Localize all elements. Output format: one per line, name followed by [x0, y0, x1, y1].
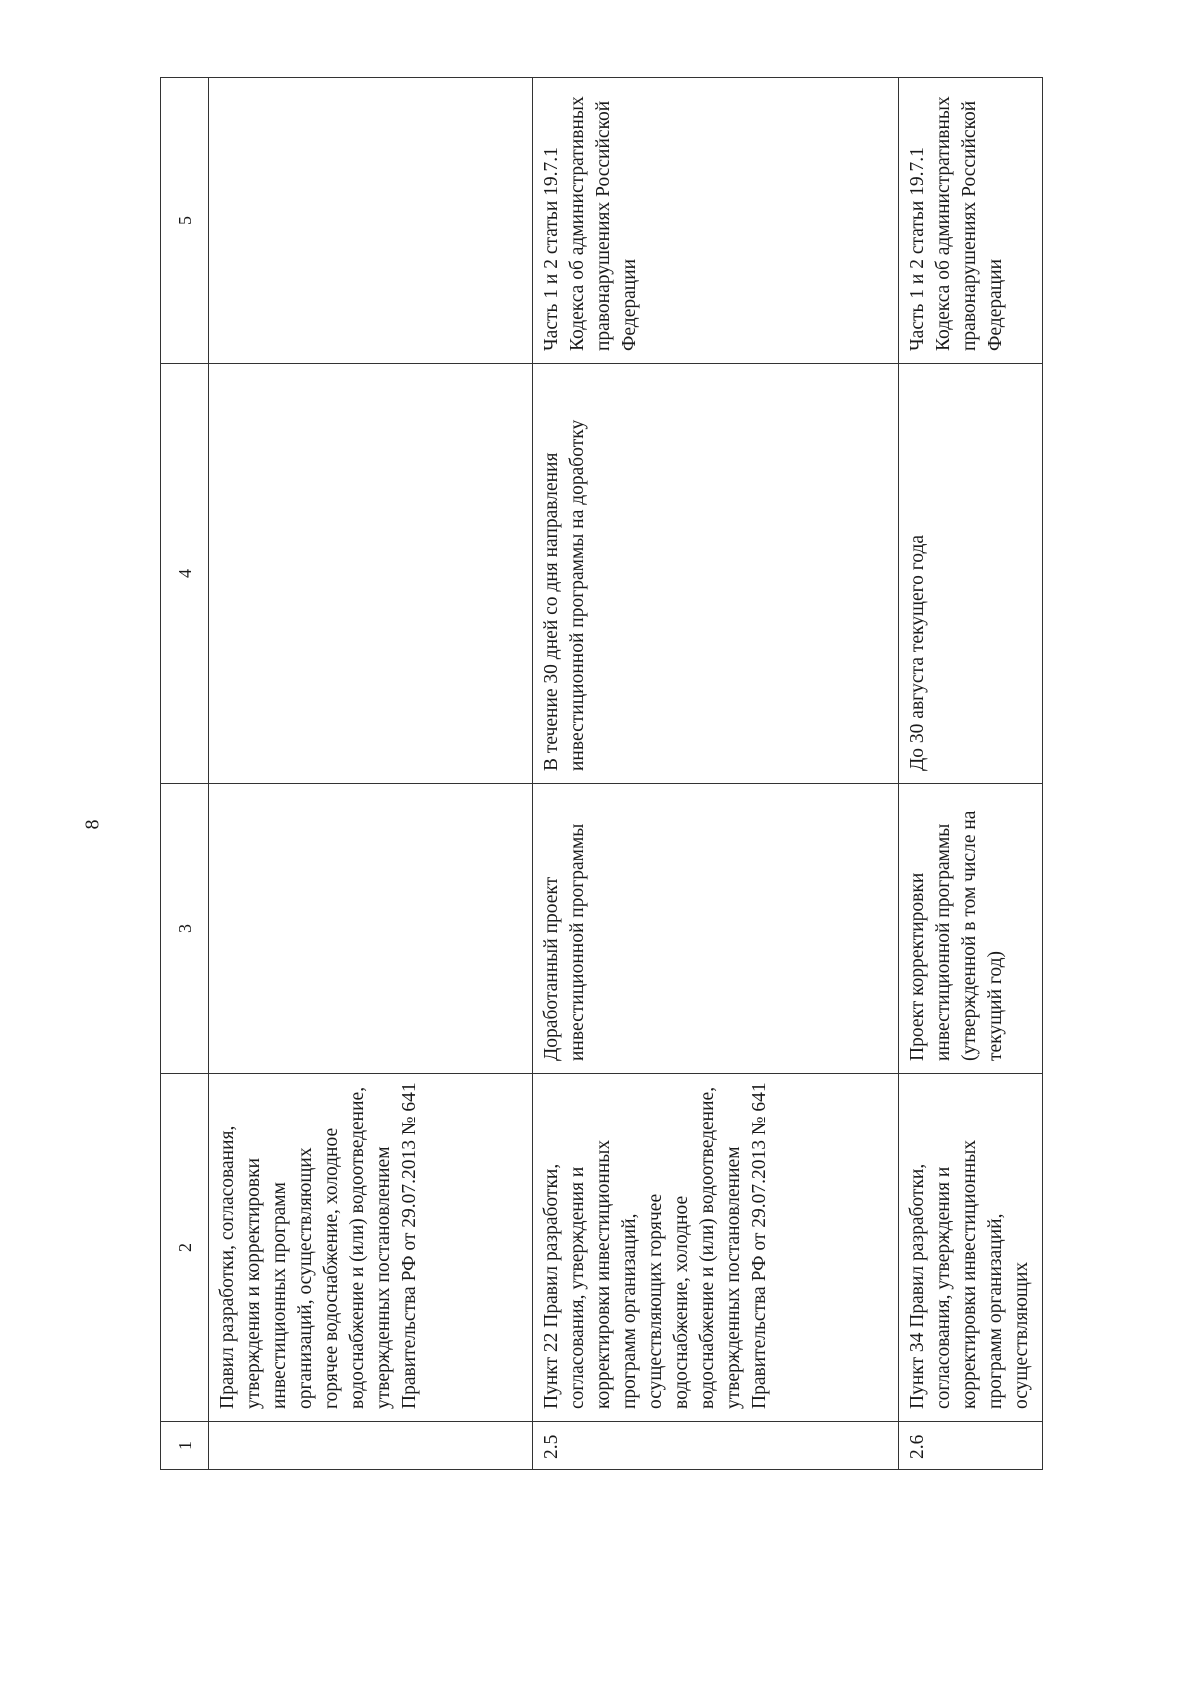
header-cell-3: 3 — [161, 784, 209, 1074]
table-row — [899, 78, 1043, 1470]
table-cell-deadline: В течение 30 дней со дня направления инвестиционной программы на доработку — [533, 364, 899, 784]
rotated-table-inner — [160, 78, 1042, 1470]
table-cell-liability: Часть 1 и 2 статьи 19.7.1 Кодекса об административных правонарушениях Российской Федерации — [899, 78, 1043, 364]
table-cell-basis: Пункт 22 Правил разработки, согласования, утверждения и корректировки инвестиционных программ организаций, осуществляющих горячее водоснабжение, холодное водоснабжение и (или) водоотведение, утвержденных постановлением Правительства РФ от 29.07.2013 № 641 — [533, 1074, 899, 1422]
table-cell-num: 2.6 — [899, 1422, 1043, 1470]
header-cell-5: 5 — [161, 78, 209, 364]
table-cell-num: 2.5 — [533, 1422, 899, 1470]
table-cell-document: Проект корректировки инвестиционной программы (утвержденной в том числе на текущий год) — [899, 784, 1043, 1074]
table-header-row — [161, 78, 209, 1470]
header-cell-1: 1 — [161, 1422, 209, 1470]
table-cell-basis: Пункт 34 Правил разработки, согласования, утверждения и корректировки инвестиционных программ организаций, осуществляющих — [899, 1074, 1043, 1422]
rotated-table-container — [160, 78, 1042, 1470]
requirements-table-rotated — [160, 77, 1043, 1470]
table-cell-document: Доработанный проект инвестиционной программы — [533, 784, 899, 1074]
page-number: 8 — [81, 819, 104, 830]
table-cell-basis: Правил разработки, согласования, утверждения и корректировки инвестиционных программ организаций, осуществляющих горячее водоснабжение, холодное водоснабжение и (или) водоотведение, утвержденных постановлением Правительства РФ от 29.07.2013 № 641 — [209, 1074, 533, 1422]
table-cell-deadline: До 30 августа текущего года — [899, 364, 1043, 784]
table-cell-document — [209, 784, 533, 1074]
table-cell-liability — [209, 78, 533, 364]
table-cell-liability: Часть 1 и 2 статьи 19.7.1 Кодекса об административных правонарушениях Российской Федерации — [533, 78, 899, 364]
header-cell-2: 2 — [161, 1074, 209, 1422]
table-row — [209, 78, 533, 1470]
table-row — [533, 78, 899, 1470]
table-cell-num — [209, 1422, 533, 1470]
table-cell-deadline — [209, 364, 533, 784]
header-cell-4: 4 — [161, 364, 209, 784]
